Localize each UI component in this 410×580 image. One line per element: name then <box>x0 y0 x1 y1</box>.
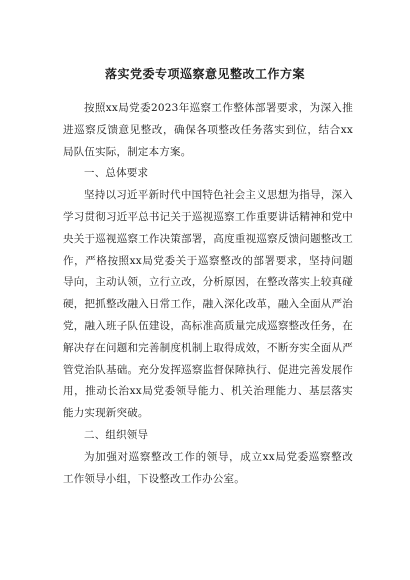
section-heading-overall-requirements: 一、总体要求 <box>84 167 149 180</box>
paragraph-intro: 按照xx局党委2023年巡察工作整体部署要求，为深入推进巡察反馈意见整改，确保各项整改任务落实到位，结合xx局队伍实际，制定本方案。 <box>63 102 353 158</box>
paragraph-organization: 为加强对巡察整改工作的领导，成立xx局党委巡察整改工作领导小组，下设整改工作办公室。 <box>63 450 353 485</box>
paragraph-overall-requirements: 坚持以习近平新时代中国特色社会主义思想为指导，深入学习贯彻习近平总书记关于巡视巡察工作重要讲话精神和党中央关于巡视巡察工作决策部署，高度重视巡察反馈问题整改工作，严格按照xx局党委关于巡察整改的部署要求，坚持问题导向，主动认领，立行立改，分析原因，在整改落实上较真碰硬，把抓整改融入日常工作，融入深化改革，融入全面从严治党，融入班子队伍建设，高标准高质量完成巡察整改任务，在解决存在问题和完善制度机制上取得成效，不断夯实全面从严管党治队基础。充分发挥巡察监督保障执行、促进完善发展作用，推动长治xx局党委领导能力、机关治理能力、基层落实能力实现新突破。 <box>63 189 353 420</box>
section-heading-organization: 二、组织领导 <box>84 428 149 441</box>
document-body <box>63 98 353 490</box>
document-title: 落实党委专项巡察意见整改工作方案 <box>104 67 305 81</box>
